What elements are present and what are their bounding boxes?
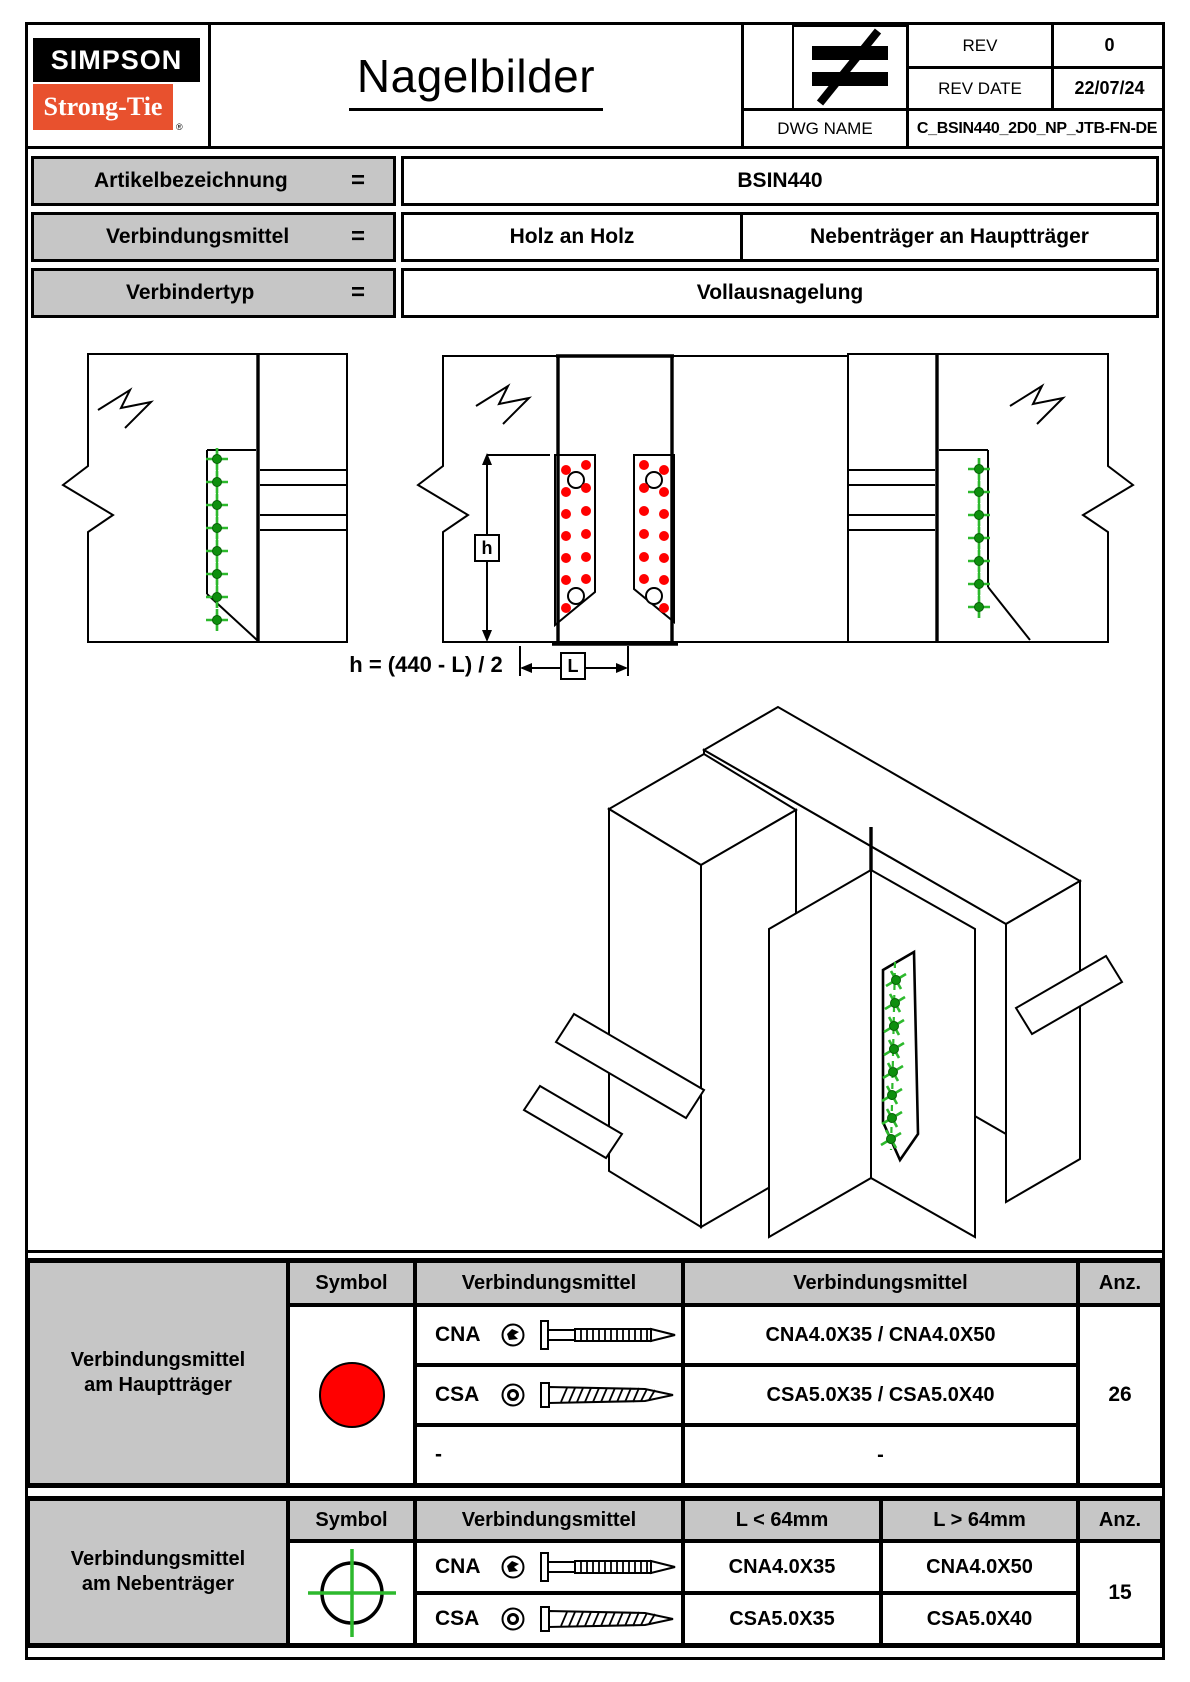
fastener-code: CSA <box>435 1607 480 1630</box>
qty-secondary-value: 15 <box>1108 1581 1132 1604</box>
row-label-line1: Verbindungsmittel <box>70 1349 246 1371</box>
column-header-fastener: Verbindungsmittel <box>415 1261 683 1305</box>
qty-main-cell <box>1078 1305 1162 1485</box>
csa-screw-head-icon <box>500 1382 526 1408</box>
value-cna-lt64: CNA4.0X35 <box>683 1541 881 1593</box>
value-csa-gt64: CSA5.0X40 <box>881 1593 1078 1645</box>
row-label-line2: am Nebenträger <box>81 1573 235 1595</box>
info-label-text: Verbindungsmittel <box>106 225 290 248</box>
height-formula: h = (440 - L) / 2 <box>349 652 503 677</box>
left-side-view <box>63 354 347 642</box>
fastener-row-cna <box>415 1541 683 1593</box>
rev-value: 0 <box>1104 35 1115 55</box>
info-value-artikel: BSIN440 <box>401 156 1159 206</box>
fastener-value-cna: CNA4.0X35 / CNA4.0X50 <box>683 1305 1078 1365</box>
value-csa-lt64: CSA5.0X35 <box>683 1593 881 1645</box>
table-row-label <box>28 1261 288 1485</box>
column-header-symbol: Symbol <box>288 1499 415 1541</box>
equals-sign: = <box>350 223 365 250</box>
value-cna-gt64: CNA4.0X50 <box>881 1541 1078 1593</box>
green-crosshair-icon <box>302 1543 402 1643</box>
fastener-code: CSA <box>435 1383 480 1406</box>
row-label-line2: am Hauptträger <box>84 1374 232 1396</box>
fastener-code: CNA <box>435 1323 481 1346</box>
fastener-row-empty <box>415 1425 683 1485</box>
dim-l-label: L <box>560 652 586 680</box>
info-value-nebentraeger: Nebenträger an Hauptträger <box>740 212 1159 262</box>
info-label-text: Verbindertyp <box>126 281 255 304</box>
fastener-value-empty: - <box>683 1425 1078 1485</box>
column-header-gt64: L > 64mm <box>881 1499 1078 1541</box>
symbol-main-beam-cell <box>288 1305 415 1485</box>
info-label-verbindertyp <box>31 268 396 318</box>
symbol-secondary-beam-cell <box>288 1541 415 1645</box>
not-equal-projection-icon <box>792 25 908 110</box>
equals-sign: = <box>350 167 365 194</box>
column-header-qty: Anz. <box>1078 1499 1162 1541</box>
column-header-fastener: Verbindungsmittel <box>415 1499 683 1541</box>
info-value-vollausnagelung: Vollausnagelung <box>401 268 1159 318</box>
fastener-value-csa: CSA5.0X35 / CSA5.0X40 <box>683 1365 1078 1425</box>
red-circle-icon <box>319 1362 385 1428</box>
qty-secondary-cell <box>1078 1541 1162 1645</box>
logo-strongtie-text: Strong-Tie <box>43 92 163 121</box>
fastener-row-csa <box>415 1593 683 1645</box>
info-label-text: Artikelbezeichnung <box>94 169 288 192</box>
info-value-holz-an-holz: Holz an Holz <box>401 212 743 262</box>
column-header-symbol: Symbol <box>288 1261 415 1305</box>
break-cut-flap <box>524 1086 622 1158</box>
csa-screw-head-icon <box>500 1606 526 1632</box>
logo-simpson-text: SIMPSON <box>50 44 183 75</box>
cna-ring-nail-icon <box>500 1322 526 1348</box>
dwg-name-value: C_BSIN440_2D0_NP_JTB-FN-DE <box>916 119 1158 137</box>
screw-icon <box>539 1603 679 1635</box>
column-header-lt64: L < 64mm <box>683 1499 881 1541</box>
fastener-code: CNA <box>435 1555 481 1578</box>
section-separator <box>25 1250 1165 1253</box>
rev-date-value: 22/07/24 <box>1074 78 1145 98</box>
rev-label: REV <box>962 35 998 55</box>
right-side-view <box>848 354 1133 642</box>
table-secondary-beam-fasteners <box>25 1496 1165 1648</box>
fastener-row-csa <box>415 1365 683 1425</box>
info-label-verbindungsmittel <box>31 212 396 262</box>
row-label-line1: Verbindungsmittel <box>70 1548 246 1570</box>
screw-icon <box>539 1379 679 1411</box>
page-title-text: Nagelbilder <box>349 49 603 111</box>
logo-simpson <box>33 38 200 82</box>
info-label-artikelbezeichnung <box>31 156 396 206</box>
qty-main-value: 26 <box>1108 1383 1132 1406</box>
header-bottom-border <box>25 146 1165 149</box>
isometric-view <box>524 707 1122 1237</box>
column-header-fastener-type: Verbindungsmittel <box>683 1261 1078 1305</box>
dwg-name-label: DWG NAME <box>777 118 873 138</box>
page-title <box>211 45 741 115</box>
table-row-label <box>28 1499 288 1645</box>
cna-ring-nail-icon <box>500 1554 526 1580</box>
nail-icon <box>539 1551 679 1583</box>
rev-date-label: REV DATE <box>938 78 1022 98</box>
nail-icon <box>539 1319 679 1351</box>
fastener-code: - <box>435 1443 442 1466</box>
table-main-beam-fasteners <box>25 1258 1165 1488</box>
fastener-row-cna <box>415 1305 683 1365</box>
logo-registered-mark: ® <box>176 122 183 132</box>
logo-strongtie <box>33 84 173 130</box>
dim-h-label: h <box>474 534 500 562</box>
equals-sign: = <box>350 279 365 306</box>
column-header-qty: Anz. <box>1078 1261 1162 1305</box>
technical-drawing <box>28 322 1162 1254</box>
